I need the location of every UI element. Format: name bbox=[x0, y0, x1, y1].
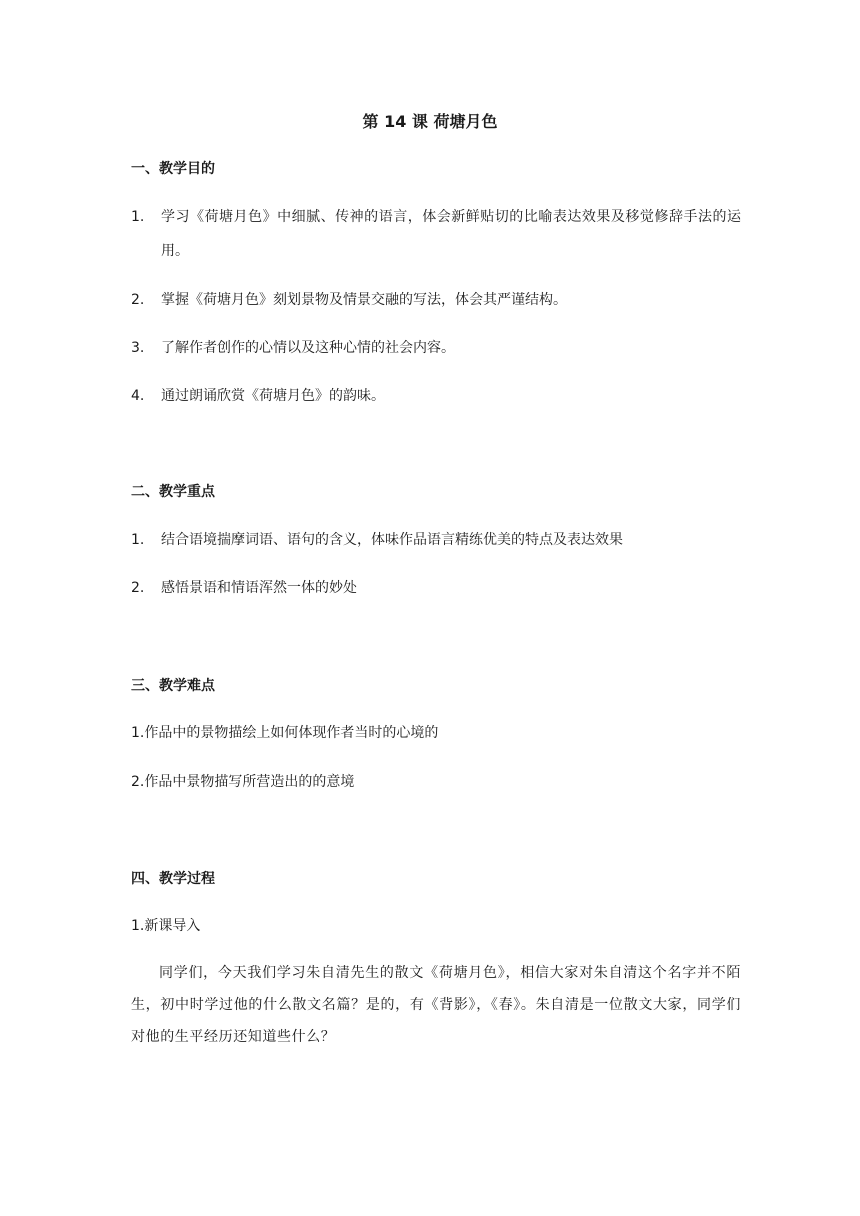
process-intro-paragraph: 同学们，今天我们学习朱自清先生的散文《荷塘月色》，相信大家对朱自清这个名字并不陌生，初中时学过他的什么散文名篇？是的，有《背影》，《春》。朱自清是一位散文大家，同学们对他的生平经历还知道些什么？ bbox=[131, 965, 741, 1045]
item-text: 感悟景语和情语浑然一体的妙处 bbox=[161, 580, 357, 596]
item-text: 学习《荷塘月色》中细腻、传神的语言，体会新鲜贴切的比喻表达效果及移觉修辞手法的运用。 bbox=[161, 209, 741, 259]
objective-item-2 bbox=[131, 283, 741, 317]
item-text: 掌握《荷塘月色》刻划景物及情景交融的写法，体会其严谨结构。 bbox=[161, 292, 567, 308]
section-heading-process: 四、教学过程 bbox=[131, 871, 215, 887]
item-text: 结合语境揣摩词语、语句的含义，体味作品语言精练优美的特点及表达效果 bbox=[161, 532, 623, 548]
difficulty-item-1: 1.作品中的景物描绘上如何体现作者当时的心境的 bbox=[131, 725, 439, 741]
item-text: 了解作者创作的心情以及这种心情的社会内容。 bbox=[161, 340, 455, 356]
objective-item-3 bbox=[131, 331, 741, 365]
item-number: 1. bbox=[131, 209, 145, 225]
section-heading-difficulties: 三、教学难点 bbox=[131, 678, 215, 694]
item-number: 3. bbox=[131, 340, 145, 356]
item-number: 1. bbox=[131, 532, 145, 548]
key-point-item-2 bbox=[131, 571, 741, 605]
lesson-title: 第 14 课 荷塘月色 bbox=[362, 112, 498, 131]
section-heading-key-points: 二、教学重点 bbox=[131, 484, 215, 500]
difficulty-item-2: 2.作品中景物描写所营造出的的意境 bbox=[131, 774, 355, 790]
process-subheading: 1.新课导入 bbox=[131, 918, 201, 934]
section-heading-objectives: 一、教学目的 bbox=[131, 161, 215, 177]
item-text: 通过朗诵欣赏《荷塘月色》的韵味。 bbox=[161, 388, 385, 404]
objective-item-4 bbox=[131, 379, 741, 413]
item-number: 2. bbox=[131, 580, 145, 596]
item-number: 4. bbox=[131, 388, 145, 404]
item-number: 2. bbox=[131, 292, 145, 308]
objective-item-1 bbox=[131, 200, 741, 268]
key-point-item-1 bbox=[131, 523, 741, 557]
